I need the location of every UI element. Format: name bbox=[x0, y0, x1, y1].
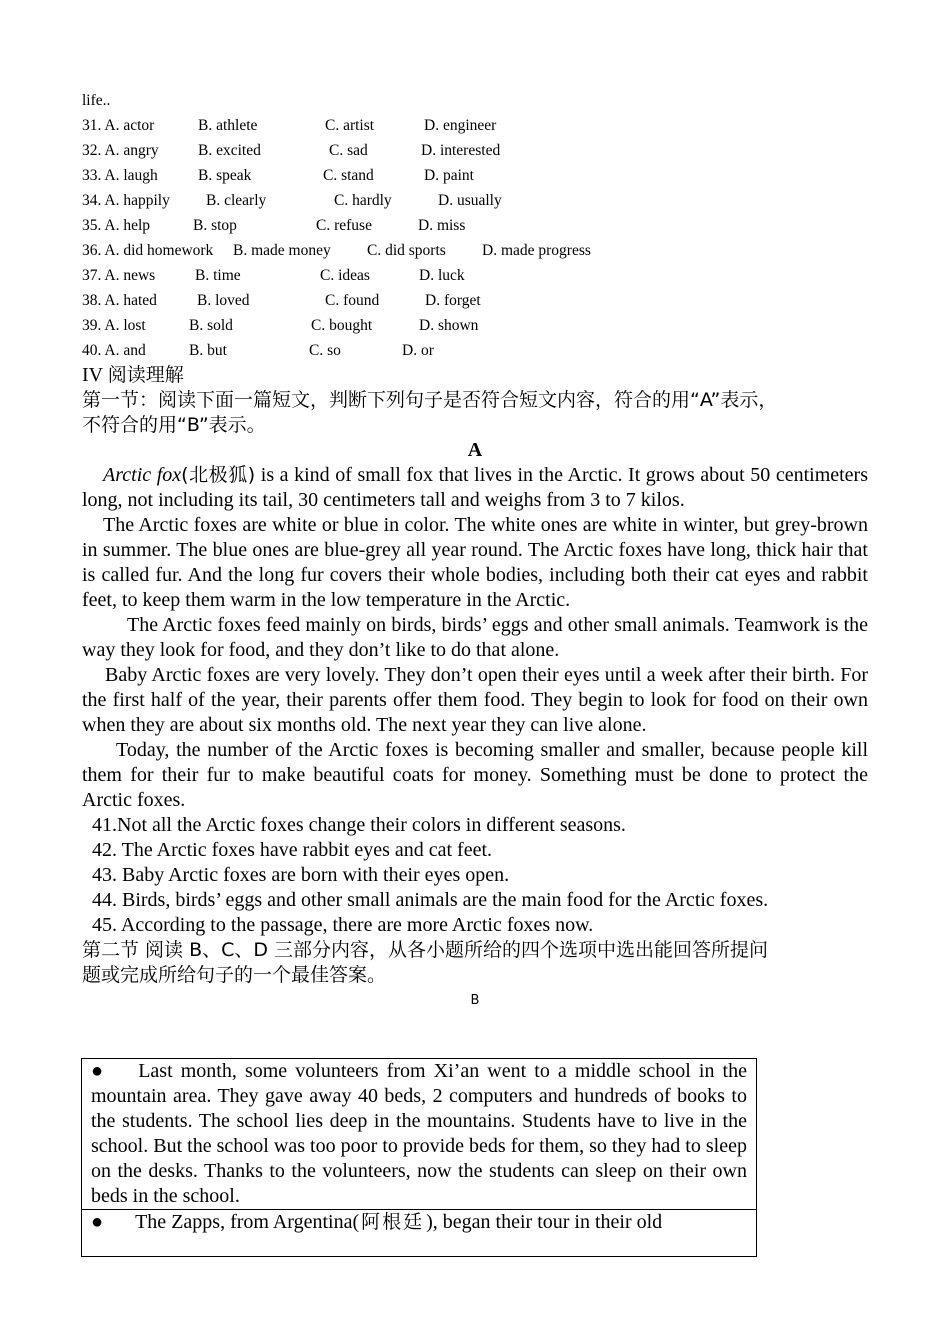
passage-b-item-2-text-cn: 阿根廷 bbox=[361, 1211, 425, 1233]
option-b: B. stop bbox=[193, 217, 237, 234]
option-d: D. forget bbox=[425, 292, 481, 309]
option-c: C. so bbox=[309, 342, 341, 359]
option-d: D. made progress bbox=[482, 242, 591, 259]
option-b: B. time bbox=[195, 267, 241, 284]
option-c: C. stand bbox=[323, 167, 374, 184]
passage-b-item-2 bbox=[82, 1209, 756, 1256]
statement-44: 44. Birds, birds’ eggs and other small animals are the main food for the Arctic foxes. bbox=[92, 889, 769, 911]
option-a: 32. A. angry bbox=[82, 142, 159, 159]
option-a: 35. A. help bbox=[82, 217, 151, 234]
option-c: C. bought bbox=[311, 317, 373, 334]
passage-b-item-1-text: Last month, some volunteers from Xi’an went to a middle school in the mountain area. They gave away 40 beds, 2 computers and hundreds of books to the students. The school lies deep in the mountains. Students have to live in the school. But the school was too poor to provide beds for them, so they had to sleep on the desks. Thanks to the volunteers, now the students can sleep on their own beds in the school. bbox=[91, 1060, 747, 1207]
option-c: C. sad bbox=[329, 142, 368, 159]
bullet-icon: ● bbox=[91, 1060, 107, 1082]
cloze-lead bbox=[82, 88, 868, 113]
passage-a-paragraph-5: Today, the number of the Arctic foxes is becoming smaller and smaller, because people kill them for their fur to make beautiful coats for money. Something must be done to protect the Arctic foxes. bbox=[82, 739, 868, 811]
part1-instruction-line2: 不符合的用“B”表示。 bbox=[82, 414, 266, 436]
option-a: 34. A. happily bbox=[82, 192, 170, 209]
option-d: D. engineer bbox=[424, 117, 497, 134]
cloze-question-row bbox=[82, 138, 868, 163]
statement-43: 43. Baby Arctic foxes are born with their eyes open. bbox=[92, 864, 510, 886]
statement-42: 42. The Arctic foxes have rabbit eyes and cat feet. bbox=[92, 839, 493, 861]
option-a: 36. A. did homework bbox=[82, 242, 214, 259]
cloze-question-row bbox=[82, 338, 868, 363]
passage-b-item-2-text-end: ), began their tour in their old bbox=[426, 1211, 663, 1233]
passage-a-paragraph-1 bbox=[82, 463, 868, 513]
option-d: D. paint bbox=[424, 167, 474, 184]
option-d: D. shown bbox=[419, 317, 479, 334]
passage-a-term-cn: (北极狐) bbox=[181, 464, 256, 486]
option-d: D. luck bbox=[419, 267, 465, 284]
passage-a-paragraph-1-text: is a kind of small fox that lives in the Arctic. It grows about 50 centimeters long, not including its tail, 30 centimeters tall and weighs from 3 to 7 kilos. bbox=[82, 464, 869, 511]
passage-b-label: B bbox=[470, 993, 480, 1008]
cloze-question-row bbox=[82, 238, 868, 263]
part2-instruction-line1: 第二节 阅读 B、C、D 三部分内容，从各小题所给的四个选项中选出能回答所提问 bbox=[82, 939, 769, 961]
option-a: 39. A. lost bbox=[82, 317, 146, 334]
option-c: C. artist bbox=[325, 117, 375, 134]
cloze-question-row bbox=[82, 288, 868, 313]
cloze-question-row bbox=[82, 188, 868, 213]
cloze-question-row bbox=[82, 313, 868, 338]
passage-b-item-1 bbox=[82, 1059, 756, 1209]
option-b: B. sold bbox=[189, 317, 233, 334]
option-c: C. refuse bbox=[316, 217, 372, 234]
option-d: D. interested bbox=[421, 142, 501, 159]
passage-b-item-2-text-start: The Zapps, from Argentina( bbox=[135, 1211, 360, 1233]
section-heading bbox=[82, 363, 868, 388]
option-c: C. hardly bbox=[334, 192, 392, 209]
passage-a-term: Arctic fox bbox=[103, 464, 182, 486]
cloze-question-row bbox=[82, 263, 868, 288]
option-b: B. athlete bbox=[198, 117, 258, 134]
option-a: 37. A. news bbox=[82, 267, 156, 284]
option-a: 38. A. hated bbox=[82, 292, 157, 309]
option-b: B. speak bbox=[198, 167, 252, 184]
section-heading-cn: 阅读理解 bbox=[107, 364, 184, 386]
section-heading-roman: IV bbox=[82, 364, 108, 386]
option-a: 31. A. actor bbox=[82, 117, 155, 134]
part2-instruction-line2: 题或完成所给句子的一个最佳答案。 bbox=[82, 964, 387, 986]
option-d: D. or bbox=[402, 342, 434, 359]
passage-a-paragraph-2: The Arctic foxes are white or blue in color. The white ones are white in winter, but grey-brown in summer. The blue ones are blue-grey all year round. The Arctic foxes have long, thick hair that is called fur. And the long fur covers their whole bodies, including both their cat eyes and rabbit feet, to keep them warm in the low temperature in the Arctic. bbox=[82, 514, 868, 611]
exam-page bbox=[82, 88, 868, 1013]
part1-instruction-line1: 第一节：阅读下面一篇短文，判断下列句子是否符合短文内容，符合的用“A”表示， bbox=[82, 389, 778, 411]
bullet-icon: ● bbox=[91, 1211, 104, 1233]
option-c: C. found bbox=[325, 292, 380, 309]
option-d: D. usually bbox=[438, 192, 502, 209]
cloze-lead-text: life.. bbox=[82, 92, 111, 109]
passage-a-label: A bbox=[467, 439, 483, 461]
option-c: C. ideas bbox=[320, 267, 370, 284]
option-b: B. but bbox=[189, 342, 227, 359]
option-a: 33. A. laugh bbox=[82, 167, 158, 184]
option-b: B. clearly bbox=[206, 192, 267, 209]
cloze-question-row bbox=[82, 213, 868, 238]
option-b: B. excited bbox=[198, 142, 261, 159]
passage-a-paragraph-4: Baby Arctic foxes are very lovely. They don’t open their eyes until a week after their birth. For the first half of the year, their parents offer them food. They begin to look for food on their own when they are about six months old. The next year they can live alone. bbox=[82, 664, 868, 736]
passage-b-box bbox=[81, 1058, 757, 1257]
option-c: C. did sports bbox=[367, 242, 446, 259]
passage-a-paragraph-3: The Arctic foxes feed mainly on birds, birds’ eggs and other small animals. Teamwork is the way they look for food, and they don’t like to do that alone. bbox=[82, 614, 868, 661]
statement-45: 45. According to the passage, there are more Arctic foxes now. bbox=[92, 914, 594, 936]
cloze-question-row bbox=[82, 163, 868, 188]
option-b: B. loved bbox=[197, 292, 250, 309]
statement-41: 41.Not all the Arctic foxes change their colors in different seasons. bbox=[92, 814, 626, 836]
cloze-options bbox=[82, 113, 868, 363]
cloze-question-row bbox=[82, 113, 868, 138]
option-a: 40. A. and bbox=[82, 342, 146, 359]
option-b: B. made money bbox=[233, 242, 331, 259]
option-d: D. miss bbox=[418, 217, 466, 234]
